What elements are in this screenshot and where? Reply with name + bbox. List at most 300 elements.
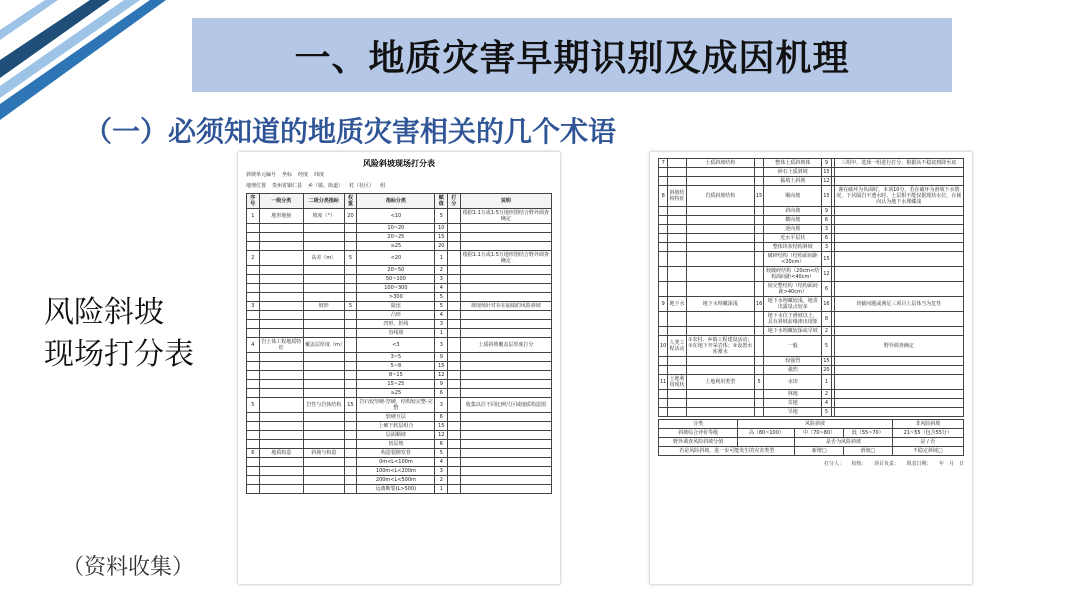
doc2-cell-note <box>834 225 963 234</box>
doc1-cell-sub: 坡度（°） <box>304 209 345 224</box>
doc2-row <box>659 312 964 327</box>
doc2-cell-note <box>834 252 963 267</box>
doc2-cell-cat <box>668 282 686 297</box>
doc1-cell-no <box>247 293 260 302</box>
doc1-cell-w <box>344 320 357 329</box>
doc2-cell-v: 5 <box>822 408 831 417</box>
doc1-row <box>247 209 552 224</box>
doc1-cell-cls: 20~25 <box>357 233 435 242</box>
doc2-cell-cls: 水田 <box>764 375 822 390</box>
doc1-cell-score <box>448 242 461 251</box>
doc2-cell-w <box>754 336 763 357</box>
meta-location-label: 地理位置 <box>246 183 267 189</box>
doc2-cell-cat <box>668 327 686 336</box>
final-row <box>659 447 964 456</box>
doc2-cell-no <box>659 243 668 252</box>
doc1-cell-note <box>460 353 551 362</box>
doc2-cell-no <box>659 267 668 282</box>
doc2-cell-sub <box>686 357 754 366</box>
doc1-cell-v: 2 <box>435 266 448 275</box>
doc1-cell-score <box>448 371 461 380</box>
meta-lon-label: 经度 <box>298 172 309 178</box>
doc1-cell-note <box>460 284 551 293</box>
doc2-cell-sub <box>686 225 754 234</box>
doc1-cell-score <box>448 209 461 224</box>
doc2-cell-cat <box>668 216 686 225</box>
doc2-cell-cls: 一般 <box>764 336 822 357</box>
doc2-cell-cls: 逆向坡 <box>764 225 822 234</box>
doc1-cell-v: 10 <box>435 224 448 233</box>
doc1-cell-note <box>460 485 551 494</box>
doc1-cell-cat <box>259 224 303 233</box>
doc2-cell-no <box>659 225 668 234</box>
meta-group: 组 <box>380 183 386 189</box>
doc1-cell-cat <box>259 311 303 320</box>
doc1-cell-v: 15 <box>435 362 448 371</box>
doc2-cell-no <box>659 207 668 216</box>
doc1-cell-score <box>448 467 461 476</box>
doc1-cell-sub <box>304 422 345 431</box>
doc1-row <box>247 311 552 320</box>
doc2-cell-cat <box>668 357 686 366</box>
doc1-cell-sub: 坡形 <box>304 302 345 311</box>
doc2-cell-note <box>834 390 963 399</box>
doc2-cell-w <box>754 252 763 267</box>
col-value: 赋值 <box>435 194 448 209</box>
doc1-cell-note <box>460 275 551 284</box>
doc1-cell-w <box>344 275 357 284</box>
doc2-cell-cat <box>668 390 686 399</box>
doc1-row <box>247 284 552 293</box>
result-score-value <box>738 438 795 447</box>
col-note: 说明 <box>460 194 551 209</box>
doc1-cell-sub <box>304 380 345 389</box>
doc1-cell-no: 6 <box>247 449 260 458</box>
doc1-cell-v: 9 <box>435 353 448 362</box>
doc1-cell-note <box>460 362 551 371</box>
doc1-cell-note: 视现场针对存在崩塌的风险斜坡 <box>460 302 551 311</box>
doc2-row <box>659 252 964 267</box>
doc1-row <box>247 422 552 431</box>
doc1-cell-w: 15 <box>344 398 357 413</box>
doc1-cell-no <box>247 476 260 485</box>
doc1-cell-score <box>448 422 461 431</box>
doc1-row <box>247 389 552 398</box>
doc1-cell-sub <box>304 476 345 485</box>
doc1-cell-score <box>448 233 461 242</box>
doc2-cell-sub <box>686 327 754 336</box>
doc2-cell-sub <box>686 282 754 297</box>
doc1-cell-cls: 构造裂隙发育 <box>357 449 435 458</box>
doc2-cell-cls: 地下水埋藏较深或旱坡 <box>764 327 822 336</box>
doc2-cell-no: 11 <box>659 375 668 390</box>
doc2-cell-no: 8 <box>659 186 668 207</box>
doc2-cell-w: 5 <box>754 375 763 390</box>
doc2-cell-v: 12 <box>822 267 831 282</box>
doc1-cell-no <box>247 389 260 398</box>
doc2-cell-note <box>834 312 963 327</box>
slide-title-bar <box>192 18 952 92</box>
doc1-cell-note <box>460 380 551 389</box>
grade-mid: 中（70~80） <box>795 429 844 438</box>
doc1-cell-sub: 覆盖层厚度（m） <box>304 338 345 353</box>
doc1-cell-cat <box>259 467 303 476</box>
doc1-cell-w <box>344 389 357 398</box>
doc2-cell-note: 切截问题或满足三项目土层体当为危性 <box>834 297 963 312</box>
doc2-cell-w <box>754 366 763 375</box>
doc1-cell-sub <box>304 284 345 293</box>
doc2-row <box>659 366 964 375</box>
doc1-cell-cat <box>259 284 303 293</box>
doc1-cell-v: 3 <box>435 338 448 353</box>
doc2-cell-no: 10 <box>659 336 668 357</box>
signature-line: 打分人： 校核： 项目负责： 填表日期： 年 月 日 <box>823 461 964 467</box>
doc2-row <box>659 390 964 399</box>
doc2-cell-cls: 碎石土质斜坡 <box>764 168 822 177</box>
doc1-cell-note <box>460 389 551 398</box>
doc2-cell-note <box>834 357 963 366</box>
doc2-cell-note <box>834 243 963 252</box>
doc2-cell-note <box>834 177 963 186</box>
meta-town: 乡（镇、街道） <box>308 183 344 189</box>
doc1-cell-cls: 切层坡 <box>357 440 435 449</box>
doc2-cell-v: 16 <box>822 297 831 312</box>
doc2-row <box>659 408 964 417</box>
doc1-row <box>247 233 552 242</box>
doc2-cell-v: 6 <box>822 234 831 243</box>
doc2-cell-note <box>834 327 963 336</box>
doc1-cell-sub <box>304 275 345 284</box>
doc2-cell-cls: 斜向坡 <box>764 207 822 216</box>
meta-lat-label: 纬度 <box>314 172 325 178</box>
doc2-cell-cat <box>668 408 686 417</box>
result-options: 是 / 否 <box>892 438 963 447</box>
doc1-cell-cat <box>259 458 303 467</box>
col-weight: 权重 <box>344 194 357 209</box>
doc1-cell-score <box>448 476 461 485</box>
doc1-cell-v: 4 <box>435 284 448 293</box>
doc1-cell-cls: 10~20 <box>357 224 435 233</box>
doc1-cell-note <box>460 449 551 458</box>
doc2-cell-note <box>834 216 963 225</box>
side-label-line2: 现场打分表 <box>44 337 194 372</box>
doc2-cell-cls: 较完整结构（结构面间距>40cm） <box>764 282 822 297</box>
doc2-cell-v: 8 <box>822 312 831 327</box>
doc2-cell-note: 谨在破坏为负面时，本项10分，若在破坏为滑坡下水情况，下伏隔岩不透水时，土层相不能仅据现状水位，在倾向认为地下水埋藏浅 <box>834 186 963 207</box>
doc1-row <box>247 251 552 266</box>
doc1-cell-w <box>344 422 357 431</box>
doc1-cell-v: 2 <box>435 476 448 485</box>
doc2-cell-v: 2 <box>822 327 831 336</box>
doc2-cell-sub <box>686 177 754 186</box>
doc1-cell-score <box>448 398 461 413</box>
doc1-cell-cat <box>259 242 303 251</box>
doc1-cell-cls: 50~100 <box>357 275 435 284</box>
doc1-cell-v: 6 <box>435 440 448 449</box>
doc2-cell-no: 9 <box>659 297 668 312</box>
doc1-cell-sub <box>304 353 345 362</box>
doc1-cell-no: 1 <box>247 209 260 224</box>
doc1-cell-cat: 地形地貌 <box>259 209 303 224</box>
score-sheet-title: 风险斜坡现场打分表 <box>363 159 435 168</box>
doc1-cell-sub <box>304 266 345 275</box>
doc1-cell-note <box>460 476 551 485</box>
doc2-cell-w <box>754 312 763 327</box>
slide-subtitle: （一）必须知道的地质灾害相关的几个术语 <box>84 115 617 148</box>
doc1-cell-sub <box>304 224 345 233</box>
doc1-cell-no <box>247 224 260 233</box>
doc1-cell-sub <box>304 467 345 476</box>
doc1-cell-cat <box>259 329 303 338</box>
score-sheet-location <box>238 180 560 191</box>
doc1-cell-v: 12 <box>435 371 448 380</box>
score-table-header <box>247 194 552 209</box>
doc2-cell-note <box>834 399 963 408</box>
doc2-cell-v: 6 <box>822 282 831 297</box>
doc2-cell-cat: 人类工程活动 <box>668 336 686 357</box>
doc1-cell-w <box>344 362 357 371</box>
doc1-cell-v: 3 <box>435 320 448 329</box>
doc1-cell-no <box>247 320 260 329</box>
doc1-cell-cls: <10 <box>357 209 435 224</box>
doc1-cell-cls: <3 <box>357 338 435 353</box>
doc2-cell-sub <box>686 243 754 252</box>
doc1-row <box>247 302 552 311</box>
doc1-cell-sub: 岩性与岩体结构 <box>304 398 345 413</box>
doc1-cell-no <box>247 485 260 494</box>
doc1-cell-score <box>448 275 461 284</box>
doc1-cell-note <box>460 266 551 275</box>
doc1-cell-score <box>448 329 461 338</box>
result-no: 否 <box>930 439 936 445</box>
doc2-cell-cls: 整体土质斜坡体 <box>764 159 822 168</box>
meta-coord-label: 坐标 <box>282 172 293 178</box>
doc2-cell-cat <box>668 243 686 252</box>
final-question: 若是风险斜坡，进一步可能发生的灾害类型 <box>659 447 795 456</box>
doc1-cell-note <box>460 413 551 422</box>
doc1-cell-no <box>247 242 260 251</box>
doc1-cell-v: 3 <box>435 467 448 476</box>
doc1-cell-note <box>460 320 551 329</box>
doc1-cell-v: 12 <box>435 431 448 440</box>
doc2-row <box>659 168 964 177</box>
doc2-cell-v: 1 <box>822 375 831 390</box>
doc1-cell-score <box>448 224 461 233</box>
doc1-cell-cls: 5~8 <box>357 362 435 371</box>
doc2-cell-v: 6 <box>822 216 831 225</box>
doc2-cell-sub <box>686 234 754 243</box>
doc1-cell-cls: 0m<L<100m <box>357 458 435 467</box>
col-score: 打分 <box>448 194 461 209</box>
doc1-cell-v: 1 <box>435 329 448 338</box>
doc1-row <box>247 371 552 380</box>
result-score-label: 野外调查风险斜坡分值 <box>659 438 738 447</box>
doc1-cell-note <box>460 224 551 233</box>
doc1-row <box>247 353 552 362</box>
doc1-cell-no <box>247 380 260 389</box>
doc2-row <box>659 225 964 234</box>
doc1-cell-cat <box>259 266 303 275</box>
doc2-cell-v: 12 <box>823 178 830 184</box>
doc2-cell-w: 16 <box>754 297 763 312</box>
doc1-cell-cat <box>259 251 303 266</box>
doc1-cell-no <box>247 458 260 467</box>
doc1-cell-sub <box>304 311 345 320</box>
doc2-cell-w <box>754 327 763 336</box>
doc2-cell-sub <box>686 399 754 408</box>
final-opt-unstable: 不稳定斜坡□ <box>892 447 963 456</box>
doc1-row <box>247 398 552 413</box>
doc2-cell-v: 15 <box>822 186 831 207</box>
doc2-cell-w <box>754 177 763 186</box>
doc1-cell-sub <box>304 431 345 440</box>
doc1-cell-v: 5 <box>435 449 448 458</box>
doc2-cell-note <box>834 234 963 243</box>
doc1-cell-w <box>344 458 357 467</box>
doc2-cell-cat <box>668 399 686 408</box>
doc2-cell-no <box>659 312 668 327</box>
doc1-cell-note: 收集以往不同比例尺区域地质构造图 <box>460 398 551 413</box>
doc2-cell-sub: ①农村、乡镇工程建设活动；②在地下开采岩体；③设置水库蓄水 <box>688 337 753 355</box>
doc2-cell-v: 15 <box>822 252 831 267</box>
doc1-cell-sub <box>304 320 345 329</box>
doc1-cell-no <box>247 329 260 338</box>
doc2-cell-v: 3 <box>822 243 831 252</box>
doc1-cell-cls: 远离断裂(L>500) <box>357 485 435 494</box>
doc1-cell-no <box>247 467 260 476</box>
doc1-cell-cls: 软硬互层 <box>357 413 435 422</box>
doc2-cell-w <box>754 282 763 297</box>
doc2-cell-no <box>659 399 668 408</box>
doc1-cell-sub <box>304 242 345 251</box>
doc1-cell-cat <box>259 362 303 371</box>
doc2-cell-no <box>659 252 668 267</box>
doc2-row <box>659 399 964 408</box>
doc1-cell-score <box>448 293 461 302</box>
doc1-cell-w <box>344 242 357 251</box>
doc2-cell-cls: 林地 <box>764 390 822 399</box>
doc1-cell-cat <box>259 320 303 329</box>
doc2-cell-note <box>834 366 963 375</box>
doc1-cell-cat <box>259 371 303 380</box>
doc1-cell-sub <box>304 458 345 467</box>
doc1-cell-w <box>344 380 357 389</box>
doc1-cell-score <box>448 251 461 266</box>
doc1-row <box>247 440 552 449</box>
doc1-row <box>247 338 552 353</box>
meta-province: 贵州省铜仁县 <box>272 183 303 189</box>
doc2-cell-no <box>659 390 668 399</box>
result-row <box>659 438 964 447</box>
doc2-cell-sub <box>686 267 754 282</box>
doc1-cell-sub <box>304 362 345 371</box>
doc2-cell-v: 3 <box>822 225 831 234</box>
doc2-cell-w <box>754 390 763 399</box>
doc1-cell-no <box>247 413 260 422</box>
grade-row-2 <box>659 429 964 438</box>
doc1-row <box>247 293 552 302</box>
doc2-cell-w <box>754 168 763 177</box>
doc2-cell-cat: 斜坡结构特征 <box>668 186 686 207</box>
doc2-row <box>659 186 964 207</box>
score-table-1 <box>246 193 552 494</box>
doc2-cell-cls: 强烈 <box>764 366 822 375</box>
doc2-cell-v: 9 <box>822 207 831 216</box>
doc1-cell-v: 9 <box>435 380 448 389</box>
doc2-cell-cls: 整体块状结构斜坡 <box>764 243 822 252</box>
result-yes: 是 <box>920 439 926 445</box>
doc1-row <box>247 224 552 233</box>
doc2-cell-cls: 较破碎结构（20cm<结构面间距<40cm） <box>764 267 822 282</box>
doc1-cell-v: 4 <box>435 311 448 320</box>
doc1-cell-score <box>448 440 461 449</box>
doc1-cell-score <box>448 338 461 353</box>
doc2-row <box>659 357 964 366</box>
doc1-cell-w <box>344 485 357 494</box>
doc1-cell-note <box>460 467 551 476</box>
doc1-row <box>247 458 552 467</box>
doc1-cell-v: 5 <box>435 302 448 311</box>
doc1-cell-sub: 高差（m） <box>304 251 345 266</box>
side-label-line1: 风险斜坡 <box>44 295 164 330</box>
doc1-cell-sub <box>304 233 345 242</box>
doc1-cell-w <box>344 293 357 302</box>
doc1-cell-note <box>460 458 551 467</box>
doc2-cell-note <box>834 282 963 297</box>
doc2-cell-cls: 横向坡 <box>764 216 822 225</box>
doc1-row <box>247 485 552 494</box>
final-opt-landslide: 滑坡□ <box>844 447 893 456</box>
doc2-row <box>659 207 964 216</box>
doc1-cell-note <box>460 329 551 338</box>
doc1-cell-no <box>247 275 260 284</box>
doc1-cell-score <box>448 413 461 422</box>
doc2-cell-cls: 地下水埋藏较浅，地表出露泉点较多 <box>764 297 822 312</box>
doc2-cell-no <box>659 177 668 186</box>
doc2-cell-cat <box>668 252 686 267</box>
doc1-cell-cls: 凹形、折线 <box>357 320 435 329</box>
doc1-cell-no <box>247 233 260 242</box>
doc1-cell-cat <box>259 233 303 242</box>
slide-title: 一、地质灾害早期识别及成因机理 <box>294 37 850 79</box>
doc1-cell-cls: 20~50 <box>357 266 435 275</box>
doc1-cell-cat <box>259 476 303 485</box>
doc2-cell-sub: 土地利用类型 <box>686 375 754 390</box>
grade-low: 低（55~70） <box>844 429 893 438</box>
doc2-cell-cat <box>668 225 686 234</box>
doc1-cell-cat <box>259 440 303 449</box>
score-sheet-page-1 <box>238 152 560 584</box>
doc2-cell-sub <box>686 312 754 327</box>
doc2-cell-v: 2 <box>822 390 831 399</box>
doc2-cell-no <box>659 327 668 336</box>
doc2-row <box>659 234 964 243</box>
doc2-cell-cat <box>668 168 686 177</box>
doc2-cell-cls: 地下水位于滑坡以上，具有斜坡前缘渗出现象 <box>764 312 822 327</box>
doc1-cell-note <box>460 440 551 449</box>
doc1-cell-cls: <20 <box>357 251 435 266</box>
doc1-cell-cls: 100~300 <box>357 284 435 293</box>
doc1-row <box>247 476 552 485</box>
doc1-cell-w <box>344 266 357 275</box>
doc1-row <box>247 431 552 440</box>
doc1-cell-sub <box>304 371 345 380</box>
doc1-cell-note <box>460 431 551 440</box>
doc1-cell-score <box>448 458 461 467</box>
doc2-cell-sub <box>686 366 754 375</box>
doc2-cell-v: 20 <box>823 367 830 373</box>
result-question: 是否为风险斜坡 <box>795 438 892 447</box>
